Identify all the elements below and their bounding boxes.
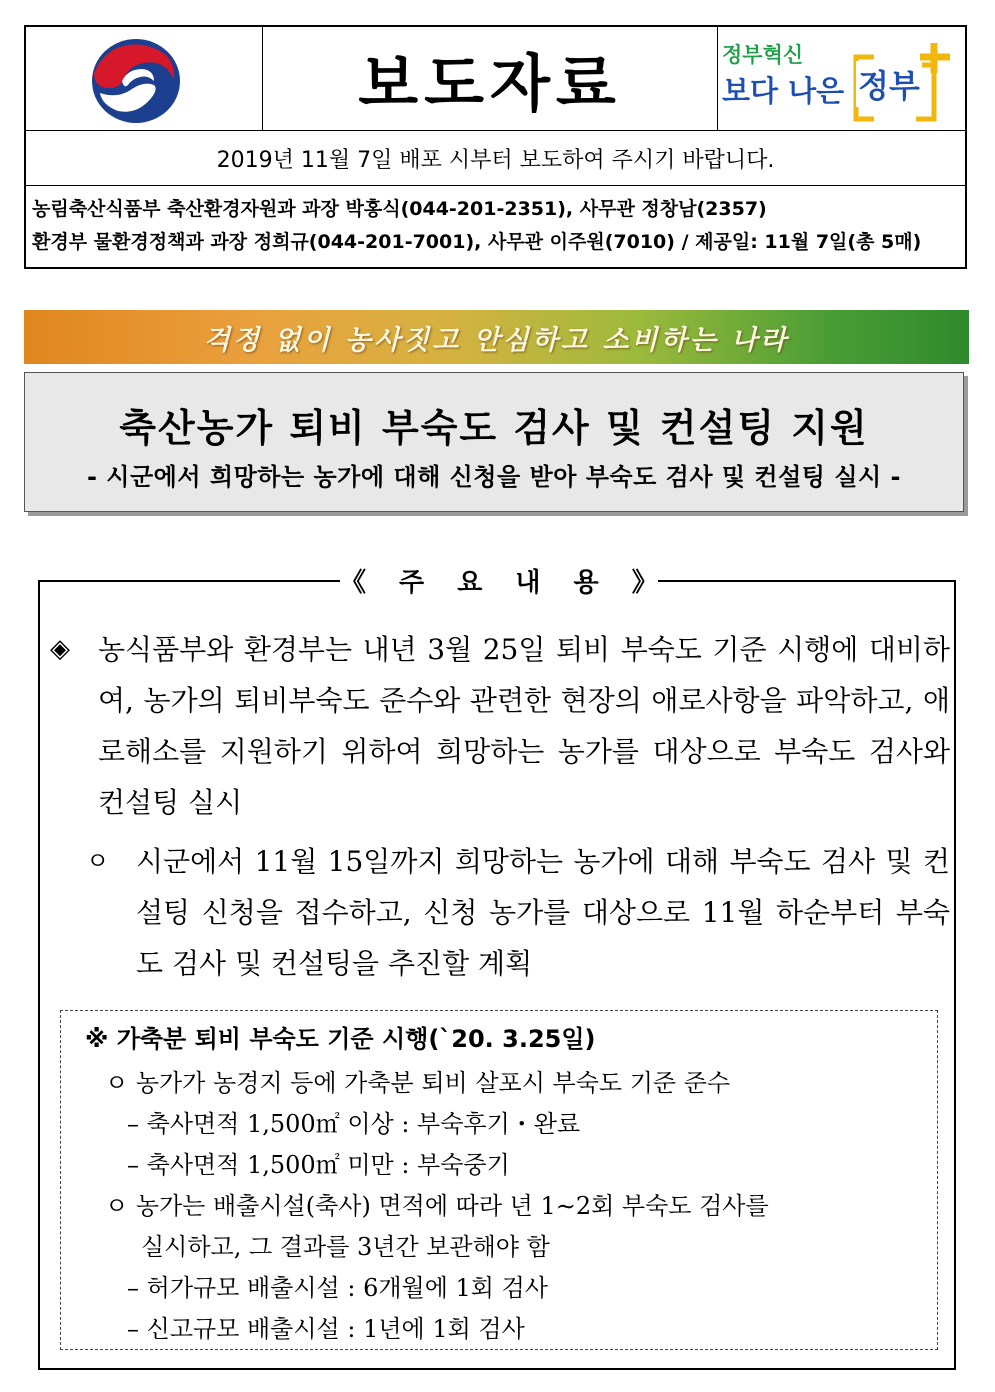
diamond-bullet-icon: ◈ (50, 634, 70, 664)
key-contents-box (38, 568, 956, 1370)
main-point-paragraph (50, 624, 950, 828)
government-logo-icon (88, 35, 184, 127)
slogan-banner (24, 310, 969, 364)
circle-bullet-icon: ㅇ (86, 847, 110, 875)
sub-point-text: 시군에서 11월 15일까지 희망하는 농가에 대해 부숙도 검사 및 컨설팅 신청을 접수하고, 신청 농가를 대상으로 11월 하순부터 부숙도 검사 및 컨설팅을 추진할 계획 (136, 845, 950, 980)
header-top-row (26, 27, 965, 131)
key-contents-heading: 《 주 요 내 용 》 (340, 562, 658, 599)
note-line: ㅇ 농가는 배출시설(축사) 면적에 따라 년 1∼2회 부숙도 검사를 (105, 1192, 769, 1220)
logo-cell (26, 27, 263, 130)
note-line: – 축사면적 1,500㎡ 미만 : 부숙중기 (127, 1151, 510, 1179)
press-release-header (24, 25, 967, 269)
title-cell (263, 27, 718, 130)
headline-box (24, 372, 964, 512)
contact-line: 농림축산식품부 축산환경자원과 과장 박홍식(044-201-2351), 사무관 정창남(2357) (32, 198, 767, 220)
note-line: – 허가규모 배출시설 : 6개월에 1회 검사 (127, 1274, 548, 1302)
contact-info (32, 193, 962, 259)
note-title: ※ 가축분 퇴비 부숙도 기준 시행(`20. 3.25일) (85, 1025, 596, 1053)
government-innovation-brand (718, 27, 965, 130)
note-line: – 축사면적 1,500㎡ 이상 : 부숙후기・완료 (127, 1110, 581, 1138)
main-title: 축산농가 퇴비 부숙도 검사 및 컨설팅 지원 (119, 406, 869, 450)
note-line: – 신고규모 배출시설 : 1년에 1회 검사 (127, 1315, 525, 1343)
note-line: 실시하고, 그 결과를 3년간 보관해야 함 (141, 1233, 550, 1261)
release-notice: 2019년 11월 7일 배포 시부터 보도하여 주시기 바랍니다. (26, 131, 965, 186)
sub-point-paragraph (86, 836, 950, 989)
press-release-title: 보도자료 (358, 47, 622, 120)
note-line: ㅇ 농가가 농경지 등에 가축분 퇴비 살포시 부숙도 기준 준수 (105, 1069, 731, 1097)
brand-line2: 보다 나은 (722, 74, 845, 108)
contact-line: 환경부 물환경정책과 과장 정희규(044-201-7001), 사무관 이주원(7010) / 제공일: 11월 7일(총 5매) (32, 231, 922, 253)
main-point-text: 농식품부와 환경부는 내년 3월 25일 퇴비 부숙도 기준 시행에 대비하여, 농가의 퇴비부숙도 준수와 관련한 현장의 애로사항을 파악하고, 애로해소를 지원하기 위하여 희망하는 농가를 대상으로 부숙도 검사와 컨설팅 실시 (98, 633, 950, 819)
brand-word: 정부 (856, 61, 922, 107)
brand-line1: 정부혁신 (722, 43, 804, 67)
slogan-text: 걱정 없이 농사짓고 안심하고 소비하는 나라 (203, 324, 790, 356)
sub-title: - 시군에서 희망하는 농가에 대해 신청을 받아 부숙도 검사 및 컨설팅 실시 - (86, 463, 902, 491)
regulation-note-box (60, 1010, 938, 1350)
